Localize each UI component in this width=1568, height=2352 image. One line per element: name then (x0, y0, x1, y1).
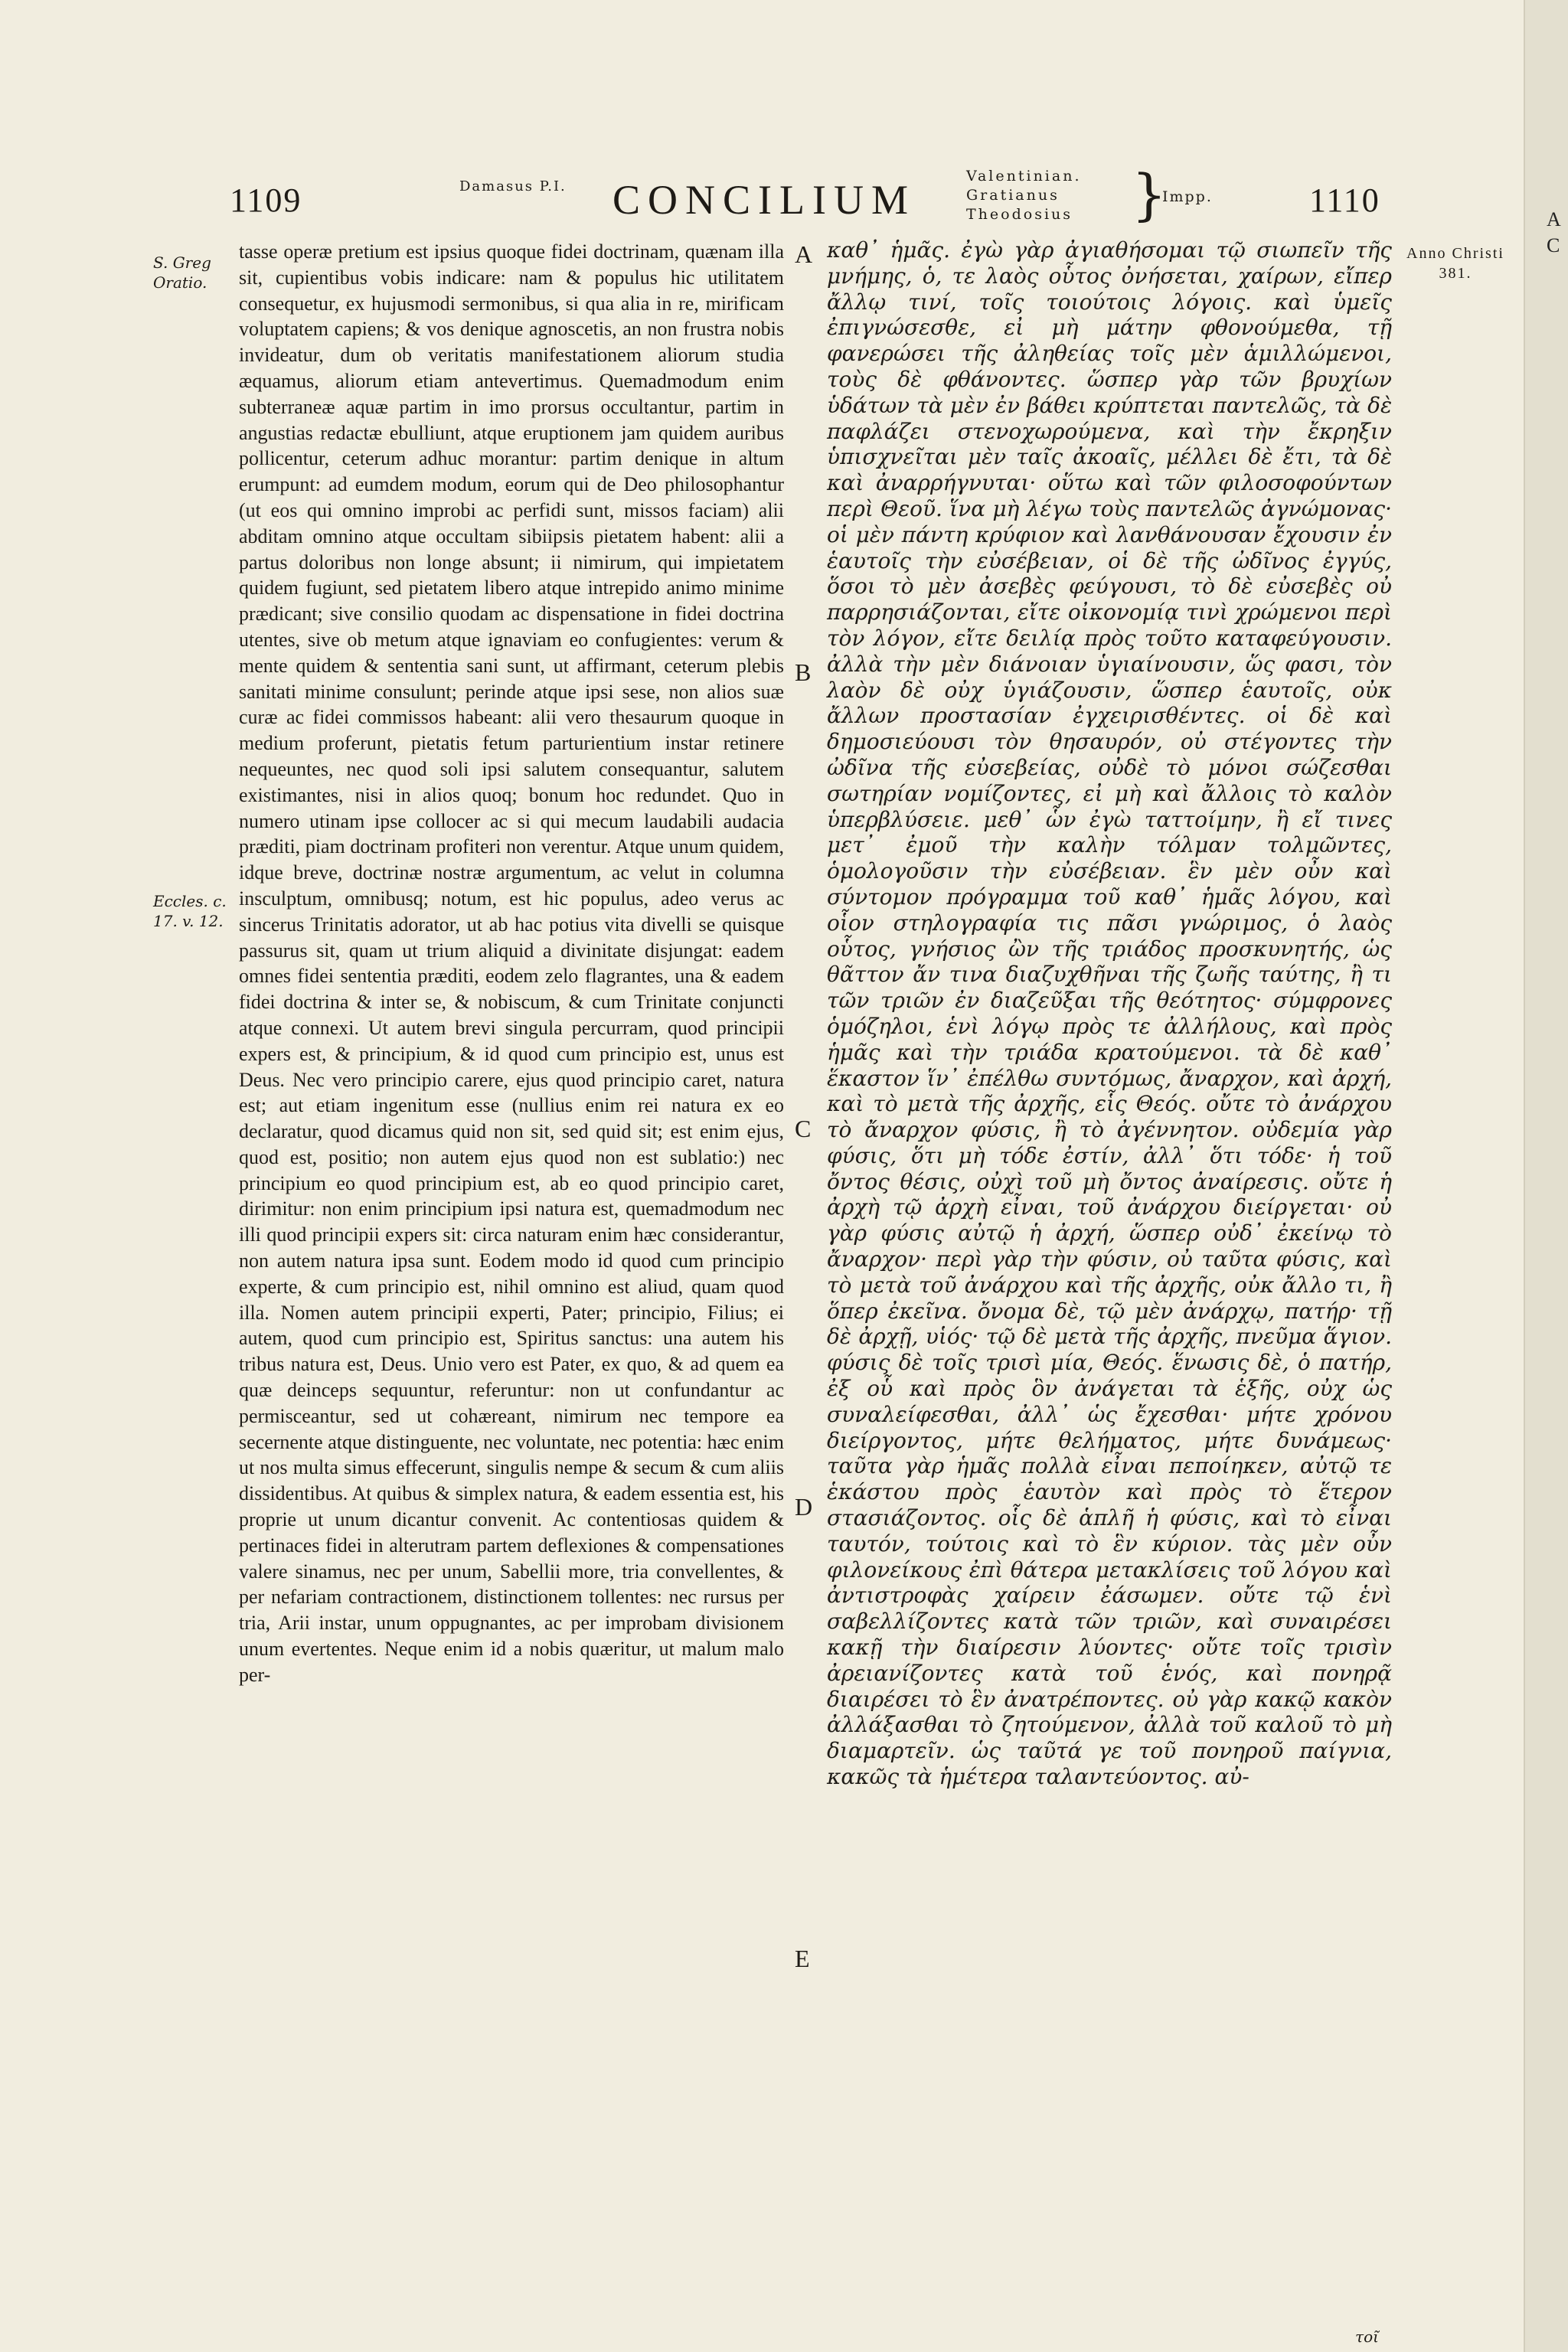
section-marker-e: E (795, 1945, 810, 1972)
facing-page-text: A C (1547, 208, 1560, 256)
greek-column (827, 237, 1392, 1790)
emperors-list (966, 167, 1082, 224)
greek-paragraph: καθ᾽ ἡμᾶς. ἐγὼ γὰρ ἀγιαθήσομαι τῷ σιωπεῖν τῆς μνήμης, ὁ, τε λαὸς οὗτος ὀνήσεται, χαίρων, εἴπερ ἄλλῳ τινί, τοῖς τοιούτοις λόγοις. καὶ ὑμεῖς ἐπιγνώσεσθε, εἰ μὴ μάτην φθονούμεθα, τῇ φανερώσει τῆς ἀληθείας τοῖς μὲν ἁμιλλώμενοι, τοὺς δὲ φθάνοντες. ὥσπερ γὰρ τῶν βρυχίων ὑδάτων τὰ μὲν ἐν βάθει κρύπτεται παντελῶς, τὰ δὲ παφλάζει στενοχωρούμενα, καὶ τὴν ἔκρηξιν ὑπισχνεῖται μὲν ταῖς ἀκοαῖς, μέλλει δὲ ἔτι, τὰ δὲ καὶ ἀναρρήγνυται· οὕτω καὶ τῶν φιλοσοφούντων περὶ Θεοῦ. ἵνα μὴ λέγω τοὺς παντελῶς ἀγνώμονας· οἱ μὲν πάντη κρύφιον καὶ λανθάνουσαν ἔχουσιν ἐν ἑαυτοῖς τὴν εὐσέβειαν, οἱ δὲ τῆς ὠδῖνος ἐγγύς, ὅσοι τὸ μὲν ἀσεβὲς φεύγουσι, τὸ δὲ εὐσεβὲς οὐ παρρησιάζονται, εἴτε οἰκονομίᾳ τινὶ χρώμενοι περὶ τὸν λόγον, εἴτε δειλίᾳ πρὸς τοῦτο καταφεύγουσιν. ἀλλὰ τὴν μὲν διάνοιαν ὑγιαίνουσιν, ὥς φασι, τὸν λαὸν δὲ οὐχ ὑγιάζουσιν, ὥσπερ ἑαυτοῖς, οὐκ ἄλλων προστασίαν ἐγχειρισθέντες. οἱ δὲ καὶ δημοσιεύουσι τὸν θησαυρόν, οὐ στέγοντες τὴν ὠδῖνα τῆς εὐσεβείας, οὐδὲ τὸ μόνοι σώζεσθαι σωτηρίαν νομίζοντες, εἰ μὴ καὶ ἄλλοις τὸ καλὸν ὑπερβλύσειε. μεθ᾽ ὧν ἐγὼ ταττοίμην, ἢ εἴ τινες μετ᾽ ἐμοῦ τὴν καλὴν τόλμαν τολμῶντες, ὁμολογοῦσιν τὴν εὐσέβειαν. ἓν μὲν οὖν καὶ σύντομον πρόγραμμα τοῦ καθ᾽ ἡμᾶς λόγου, καὶ οἷον στηλογραφία τις πᾶσι γνώριμος, ὁ λαὸς οὗτος, γνήσιος ὢν τῆς τριάδος προσκυνητής, ὡς θᾶττον ἄν τινα διαζυχθῆναι τῆς ζωῆς ταύτης, ἢ τι τῶν τριῶν ἐν διαζεῦξαι τῆς θεότητος· σύμφρονες ὁμόζηλοι, ἑνὶ λόγῳ πρὸς τε ἀλλήλους, καὶ πρὸς ἡμᾶς καὶ τὴν τριάδα κρατούμενοι. τὰ δὲ καθ᾽ ἕκαστον ἵν᾽ ἐπέλθω συντόμως, ἄναρχον, καὶ ἀρχή, καὶ τὸ μετὰ τῆς ἀρχῆς, εἷς Θεός. οὔτε τὸ ἀνάρχου τὸ ἄναρχον φύσις, ἢ τὸ ἀγέννητον. οὐδεμία γὰρ φύσις, ὅτι μὴ τόδε ἐστίν, ἀλλ᾽ ὅτι τόδε· ἡ τοῦ ὄντος θέσις, οὐχὶ τοῦ μὴ ὄντος ἀναίρεσις. οὔτε ἡ ἀρχὴ τῷ ἀρχὴ εἶναι, τοῦ ἀνάρχου διείργεται· οὐ γὰρ φύσις αὐτῷ ἡ ἀρχή, ὥσπερ οὐδ᾽ ἐκείνῳ τὸ ἄναρχον· περὶ γὰρ τὴν φύσιν, οὐ ταῦτα φύσις, καὶ τὸ μετὰ τοῦ ἀνάρχου καὶ τῆς ἀρχῆς, οὐκ ἄλλο τι, ἢ ὅπερ ἐκεῖνα. ὄνομα δὲ, τῷ μὲν ἀνάρχῳ, πατήρ· τῇ δὲ ἀρχῇ, υἱός· τῷ δὲ μετὰ τῆς ἀρχῆς, πνεῦμα ἅγιον. φύσις δὲ τοῖς τρισὶ μία, Θεός. ἕνωσις δὲ, ὁ πατήρ, ἐξ οὗ καὶ πρὸς ὃν ἀνάγεται τὰ ἑξῆς, οὐχ ὡς συναλείφεσθαι, ἀλλ᾽ ὡς ἔχεσθαι· μήτε χρόνου διείργοντος, μήτε θελήματος, μήτε δυνάμεως· ταῦτα γὰρ ἡμᾶς πολλὰ εἶναι πεποίηκεν, αὐτῷ τε ἑκάστου πρὸς ἑαυτὸν καὶ πρὸς τὸ ἕτερον στασιάζοντος. οἷς δὲ ἁπλῆ ἡ φύσις, καὶ τὸ εἶναι ταυτόν, τούτοις καὶ τὸ ἓν κύριον. τὰς μὲν οὖν φιλονείκους ἐπὶ θάτερα μετακλίσεις τοῦ λόγου καὶ ἀντιστροφὰς χαίρειν ἐάσωμεν. οὔτε τῷ ἑνὶ σαβελλίζοντες κατὰ τῶν τριῶν, καὶ συναιρέσει κακῇ τὴν διαίρεσιν λύοντες· οὔτε τοῖς τρισὶν ἀρειανίζοντες κατὰ τοῦ ἑνός, καὶ πονηρᾷ διαιρέσει τὸ ἓν ἀνατρέποντες. οὐ γὰρ κακῷ κακὸν ἀλλάξασθαι τὸ ζητούμενον, ἀλλὰ τοῦ καλοῦ τὸ μὴ διαμαρτεῖν. ὡς ταῦτά γε τοῦ πονηροῦ παίγνια, κακῶς τὰ ἡμέτερα ταλαντεύοντος. αὐ- (827, 237, 1392, 1790)
section-marker-a: A (795, 240, 813, 268)
anno-year: 381. (1439, 265, 1472, 282)
right-margin-notes (1398, 243, 1513, 283)
page-number-left: 1109 (230, 181, 302, 219)
pope-label: Damasus P.I. (459, 178, 567, 194)
running-header (0, 161, 1524, 230)
section-marker-c: C (795, 1115, 812, 1142)
emperor-name: Theodosius (966, 206, 1073, 223)
emperors-suffix: Impp. (1162, 188, 1213, 205)
anno-label: Anno Christi (1406, 245, 1504, 262)
emperor-name: Valentinian. (966, 168, 1082, 185)
facing-page-edge (1524, 0, 1568, 2352)
source-note: S. Greg Oratio. (153, 253, 211, 292)
emperor-name: Gratianus (966, 187, 1060, 204)
page-title: CONCILIUM (612, 177, 916, 223)
section-marker-d: D (795, 1493, 813, 1521)
left-margin-notes (153, 253, 230, 930)
catchword: τοῖ (1355, 2328, 1379, 2346)
reference-note: Eccles. c. 17. v. 12. (153, 892, 227, 930)
page-number-right: 1110 (1309, 181, 1380, 219)
latin-paragraph: tasse operæ pretium est ipsius quoque fidei doctrinam, quænam illa sit, cupientibus vobis indicare: nam & populus hic utilitatem consequetur, ex hujusmodi sermonibus, si qua alia in re, mirificam voluptatem capiens; & vos denique agnoscetis, an non frustra nobis invideatur, dum ob veritatis manifestationem aliorum studia æquamus, aliorum etiam antevertimus. Quemadmodum enim subterraneæ aquæ partim in imo prorsus occultantur, partim in angustias redactæ ebulliunt, atque eruptionem jam quidem auribus pollicentur, ceterum adhuc morantur: partim denique in altum erumpunt: ad eumdem modum, eorum qui de Deo philosophantur (ut eos qui omnino improbi ac perfidi sunt, missos faciam) alii abditam omnino atque occultam sibiipsis pietatem habent: alii a partus doloribus non longe absunt; ii nimirum, qui impietatem quidem fugiunt, sed pietatem libero atque intrepido animo minime prædicant; sive consilio quodam ac dispensatione in fidei doctrina utentes, sive ob metum atque ignaviam eo confugientes: verum & mente quidem & sententia sani sunt, ut affirmant, ceterum plebis sanitati minime consulunt; perinde atque ipsi sese, non alios suæ curæ ac fidei commissos habeant: alii vero thesaurum quoque in medium proferunt, pietatis fetum parturientium instar retinere nequeuntes, nec quod soli ipsi salutem consequantur, salutem existimantes, nisi in alios quoq; bonum hoc redundet. Quo in numero utinam ipse collocer ac si qui mecum laudabili audacia præditi, piam doctrinam profiteri non verentur. Atque unum quidem, idque breve, doctrinæ nostræ argumentum, ac velut in columna insculptum, omnibusq; notum, est hic populus, adeo verus ac sincerus Trinitatis adorator, ut ab hac potius vita divelli se quisque passurus sit, quam ut trium aliquid a divinitate disjungat: eadem omnes fidei sententia præditi, eodem zelo flagrantes, una & eadem fidei doctrina & inter se, & nobiscum, & cum Trinitate conjuncti atque connexi. Ut autem brevi singula percurram, quod principii expers est, & principium, & id quod cum principio est, unus est Deus. Nec vero principio carere, ejus quod principio caret, natura est; aut etiam ingenitum esse (nullius enim rei natura ex eo declaratur, quod dicamus quid non sit, sed quid sit; est enim ejus, quod est, positio; non autem ejus quod non est sublatio:) nec principium eo quod principium est, ab eo quod principio caret, dirimitur: non enim principium ipsi natura est, quemadmodum nec illi quod principii expers sit: circa naturam enim hæc considerantur, non autem natura ipsa sunt. Eodem modo id quod cum principio experte, & cum principio est, nihil omnino est aliud, quam quod illa. Nomen autem principii experti, Pater; principio, Filius; ei autem, quod cum principio est, Spiritus sanctus: una autem his tribus natura est, Deus. Unio vero est Pater, ex quo, & ad quem ea quæ deinceps sequuntur, referuntur: non ut confundantur ac permisceantur, sed ut cohæreant, nimirum nec tempore ea secernente atque distinguente, nec voluntate, nec potentia: hæc enim ut nos multa simus effecerunt, singulis nempe & secum & cum aliis dissidentibus. At quibus & simplex natura, & eadem essentia est, his proprie ut unum dicantur convenit. Ac contentiosas quidem & pertinaces fidei in alterutram partem deflexiones & compensationes valere sinamus, nec per unum, Sabellii more, tria convellentes, & per nefariam contractionem, distinctionem tollentes: nec rursus per tria, Arii instar, unum oppugnantes, ac per improbam divisionem unum evertentes. Neque enim id a nobis quæritur, ut malum malo per- (239, 240, 784, 1686)
section-markers (795, 230, 825, 2297)
section-marker-b: B (795, 658, 812, 686)
brace-symbol: } (1132, 162, 1167, 227)
latin-column (239, 239, 784, 1688)
